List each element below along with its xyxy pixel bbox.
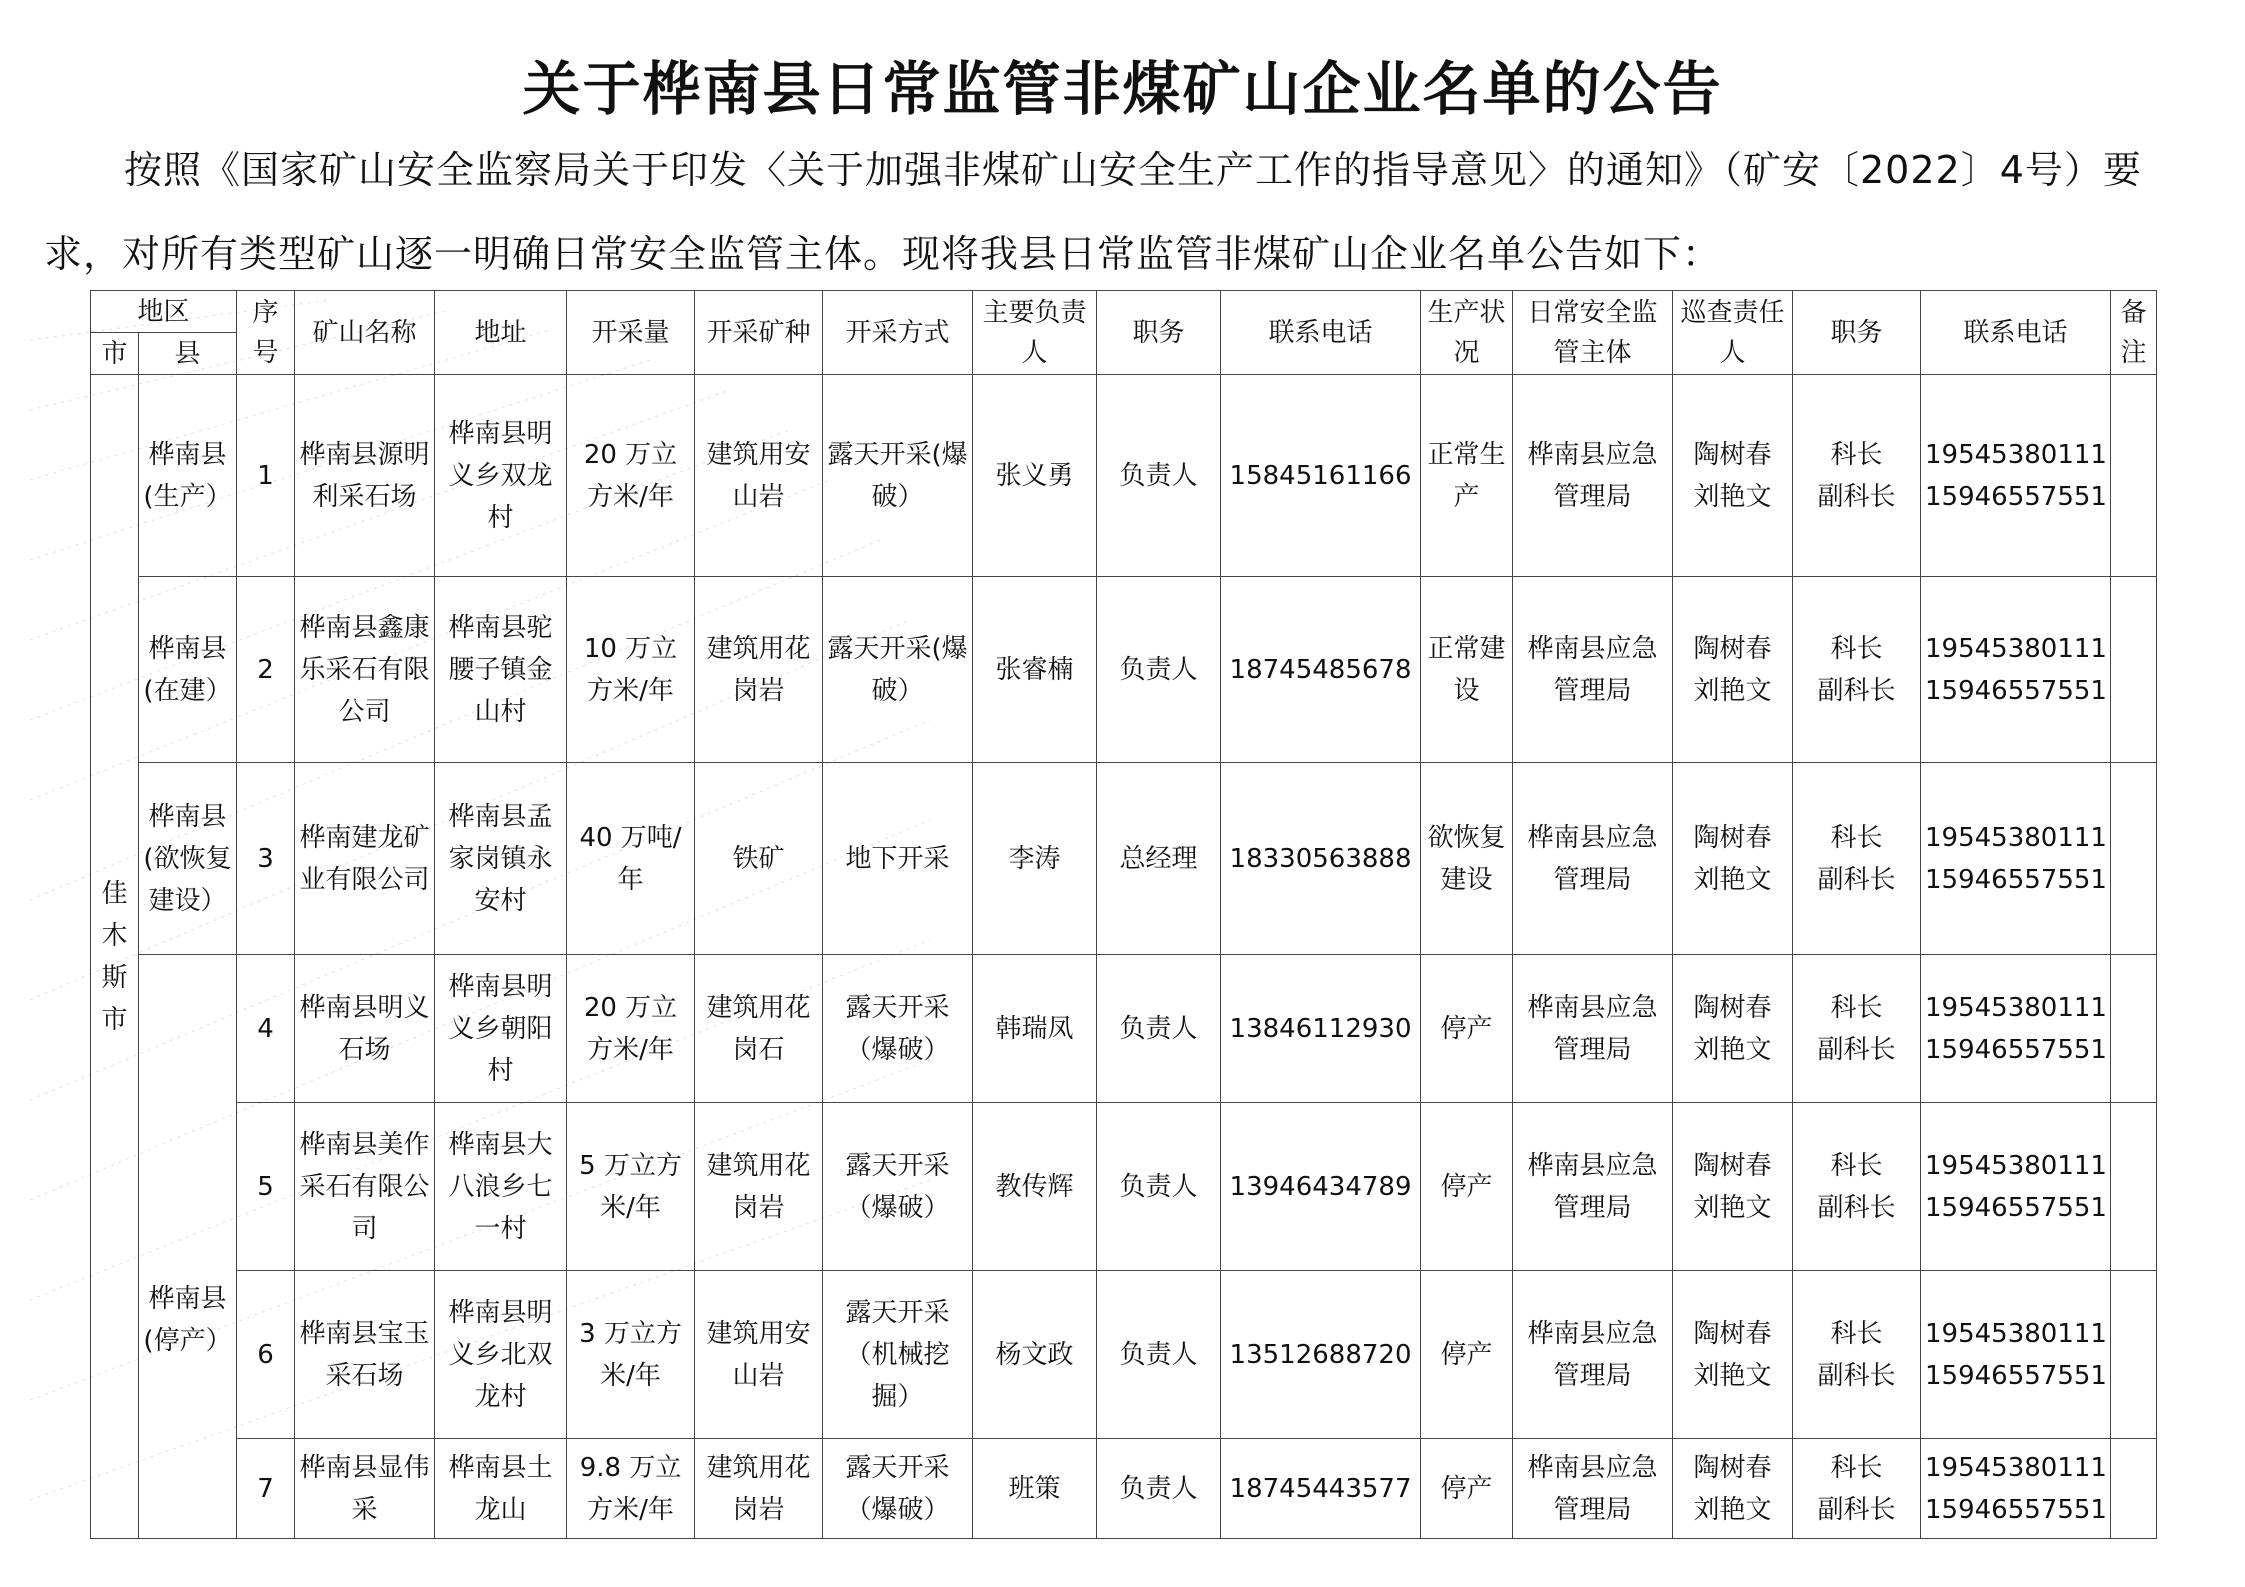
- status-cell: 正常生产: [1421, 375, 1513, 577]
- address-cell: 桦南县明义乡北双龙村: [435, 1271, 567, 1439]
- inspector-cell: 陶树春 刘艳文: [1673, 955, 1793, 1103]
- principal-cell: 李涛: [973, 763, 1097, 955]
- output-cell: 20 万立方米/年: [567, 955, 695, 1103]
- inspector-position-cell: 科长 副科长: [1793, 375, 1921, 577]
- inspector-phone-cell: 19545380111 15946557551: [1921, 955, 2111, 1103]
- supervisor-cell: 桦南县应急管理局: [1513, 1103, 1673, 1271]
- status-cell: 停产: [1421, 1439, 1513, 1539]
- seq-cell: 5: [237, 1103, 295, 1271]
- phone-cell: 18745485678: [1221, 577, 1421, 763]
- header-principal: 主要负责人: [973, 291, 1097, 375]
- output-cell: 10 万立方米/年: [567, 577, 695, 763]
- table-row: [91, 1271, 2157, 1439]
- method-cell: 露天开采（爆破）: [823, 1103, 973, 1271]
- address-cell: 桦南县孟家岗镇永安村: [435, 763, 567, 955]
- supervisor-cell: 桦南县应急管理局: [1513, 763, 1673, 955]
- header-output: 开采量: [567, 291, 695, 375]
- intro-text: 按照《国家矿山安全监察局关于印发〈关于加强非煤矿山安全生产工作的指导意见〉的通知》（矿安〔2022〕4号）要求，对所有类型矿山逐一明确日常安全监管主体。现将我县日常监管非煤矿山企业名单公告如下：: [44, 148, 2142, 276]
- intro-paragraph: [44, 128, 2214, 296]
- inspector-cell: 陶树春 刘艳文: [1673, 577, 1793, 763]
- method-cell: 露天开采（爆破）: [823, 1439, 973, 1539]
- status-cell: 停产: [1421, 1271, 1513, 1439]
- remark-cell: [2111, 375, 2157, 577]
- mine-name-cell: 桦南县显伟采: [295, 1439, 435, 1539]
- county-cell: 桦南县(停产）: [139, 1103, 237, 1539]
- position-cell: 负责人: [1097, 1103, 1221, 1271]
- inspector-position-cell: 科长 副科长: [1793, 763, 1921, 955]
- header-region: 地区: [91, 291, 237, 333]
- inspector-phone-cell: 19545380111 15946557551: [1921, 763, 2111, 955]
- header-status: 生产状况: [1421, 291, 1513, 375]
- remark-cell: [2111, 577, 2157, 763]
- inspector-phone-cell: 19545380111 15946557551: [1921, 1103, 2111, 1271]
- city-cell: 佳木斯市: [91, 375, 139, 1539]
- mine-name-cell: 桦南县明义石场: [295, 955, 435, 1103]
- remark-cell: [2111, 1271, 2157, 1439]
- status-cell: 停产: [1421, 955, 1513, 1103]
- mineral-cell: 建筑用花岗岩: [695, 577, 823, 763]
- seq-cell: 1: [237, 375, 295, 577]
- mine-name-cell: 桦南县美作采石有限公司: [295, 1103, 435, 1271]
- mine-name-cell: 桦南建龙矿业有限公司: [295, 763, 435, 955]
- supervisor-cell: 桦南县应急管理局: [1513, 1439, 1673, 1539]
- mineral-cell: 建筑用安山岩: [695, 375, 823, 577]
- supervisor-cell: 桦南县应急管理局: [1513, 375, 1673, 577]
- principal-cell: 班策: [973, 1439, 1097, 1539]
- position-cell: 负责人: [1097, 1271, 1221, 1439]
- mineral-cell: 建筑用花岗岩: [695, 1439, 823, 1539]
- output-cell: 40 万吨/年: [567, 763, 695, 955]
- seq-cell: 6: [237, 1271, 295, 1439]
- header-county: 县: [139, 333, 237, 375]
- method-cell: 露天开采（爆破）: [823, 955, 973, 1103]
- phone-cell: 13512688720: [1221, 1271, 1421, 1439]
- address-cell: 桦南县土龙山: [435, 1439, 567, 1539]
- principal-cell: 张睿楠: [973, 577, 1097, 763]
- principal-cell: 教传辉: [973, 1103, 1097, 1271]
- table-row: [91, 375, 2157, 577]
- header-mineral: 开采矿种: [695, 291, 823, 375]
- mine-name-cell: 桦南县源明利采石场: [295, 375, 435, 577]
- principal-cell: 韩瑞凤: [973, 955, 1097, 1103]
- principal-cell: 张义勇: [973, 375, 1097, 577]
- header-inspector-position: 职务: [1793, 291, 1921, 375]
- inspector-position-cell: 科长 副科长: [1793, 1439, 1921, 1539]
- supervisor-cell: 桦南县应急管理局: [1513, 955, 1673, 1103]
- inspector-cell: 陶树春 刘艳文: [1673, 375, 1793, 577]
- mineral-cell: 铁矿: [695, 763, 823, 955]
- table-row: [91, 577, 2157, 763]
- inspector-phone-cell: 19545380111 15946557551: [1921, 577, 2111, 763]
- status-cell: 正常建设: [1421, 577, 1513, 763]
- mineral-cell: 建筑用花岗岩: [695, 1103, 823, 1271]
- position-cell: 负责人: [1097, 577, 1221, 763]
- phone-cell: 18330563888: [1221, 763, 1421, 955]
- inspector-position-cell: 科长 副科长: [1793, 955, 1921, 1103]
- mine-list-table: [90, 290, 2157, 1539]
- phone-cell: 13946434789: [1221, 1103, 1421, 1271]
- position-cell: 负责人: [1097, 1439, 1221, 1539]
- principal-cell: 杨文政: [973, 1271, 1097, 1439]
- inspector-cell: 陶树春 刘艳文: [1673, 1103, 1793, 1271]
- document-title: 关于桦南县日常监管非煤矿山企业名单的公告: [522, 55, 1723, 123]
- county-cell-blank: [139, 955, 237, 1103]
- header-seq: 序号: [237, 291, 295, 375]
- remark-cell: [2111, 1439, 2157, 1539]
- remark-cell: [2111, 1103, 2157, 1271]
- county-cell: 桦南县(在建）: [139, 577, 237, 763]
- remark-cell: [2111, 955, 2157, 1103]
- inspector-cell: 陶树春 刘艳文: [1673, 1439, 1793, 1539]
- method-cell: 露天开采(爆破）: [823, 577, 973, 763]
- inspector-phone-cell: 19545380111 15946557551: [1921, 1439, 2111, 1539]
- mineral-cell: 建筑用花岗石: [695, 955, 823, 1103]
- header-phone: 联系电话: [1221, 291, 1421, 375]
- address-cell: 桦南县明义乡朝阳村: [435, 955, 567, 1103]
- header-mine-name: 矿山名称: [295, 291, 435, 375]
- inspector-phone-cell: 19545380111 15946557551: [1921, 375, 2111, 577]
- supervisor-cell: 桦南县应急管理局: [1513, 577, 1673, 763]
- position-cell: 负责人: [1097, 955, 1221, 1103]
- method-cell: 露天开采(爆破）: [823, 375, 973, 577]
- seq-cell: 4: [237, 955, 295, 1103]
- address-cell: 桦南县大八浪乡七一村: [435, 1103, 567, 1271]
- county-cell: 桦南县(生产）: [139, 375, 237, 577]
- inspector-position-cell: 科长 副科长: [1793, 1271, 1921, 1439]
- status-cell: 停产: [1421, 1103, 1513, 1271]
- header-method: 开采方式: [823, 291, 973, 375]
- inspector-cell: 陶树春 刘艳文: [1673, 1271, 1793, 1439]
- table-row: [91, 1439, 2157, 1539]
- inspector-position-cell: 科长 副科长: [1793, 1103, 1921, 1271]
- header-inspector: 巡查责任人: [1673, 291, 1793, 375]
- mine-name-cell: 桦南县鑫康乐采石有限公司: [295, 577, 435, 763]
- county-cell: 桦南县(欲恢复建设）: [139, 763, 237, 955]
- output-cell: 20 万立方米/年: [567, 375, 695, 577]
- seq-cell: 3: [237, 763, 295, 955]
- header-address: 地址: [435, 291, 567, 375]
- method-cell: 地下开采: [823, 763, 973, 955]
- inspector-position-cell: 科长 副科长: [1793, 577, 1921, 763]
- output-cell: 3 万立方米/年: [567, 1271, 695, 1439]
- supervisor-cell: 桦南县应急管理局: [1513, 1271, 1673, 1439]
- header-city: 市: [91, 333, 139, 375]
- remark-cell: [2111, 763, 2157, 955]
- header-position: 职务: [1097, 291, 1221, 375]
- status-cell: 欲恢复建设: [1421, 763, 1513, 955]
- seq-cell: 2: [237, 577, 295, 763]
- phone-cell: 13846112930: [1221, 955, 1421, 1103]
- phone-cell: 15845161166: [1221, 375, 1421, 577]
- header-supervisor: 日常安全监管主体: [1513, 291, 1673, 375]
- header-remarks: 备注: [2111, 291, 2157, 375]
- position-cell: 负责人: [1097, 375, 1221, 577]
- table-row: [91, 955, 2157, 1103]
- inspector-cell: 陶树春 刘艳文: [1673, 763, 1793, 955]
- table-row: [91, 1103, 2157, 1271]
- table-row: [91, 763, 2157, 955]
- method-cell: 露天开采（机械挖掘）: [823, 1271, 973, 1439]
- output-cell: 5 万立方米/年: [567, 1103, 695, 1271]
- seq-cell: 7: [237, 1439, 295, 1539]
- output-cell: 9.8 万立方米/年: [567, 1439, 695, 1539]
- header-inspector-phone: 联系电话: [1921, 291, 2111, 375]
- address-cell: 桦南县明义乡双龙村: [435, 375, 567, 577]
- inspector-phone-cell: 19545380111 15946557551: [1921, 1271, 2111, 1439]
- phone-cell: 18745443577: [1221, 1439, 1421, 1539]
- mineral-cell: 建筑用安山岩: [695, 1271, 823, 1439]
- position-cell: 总经理: [1097, 763, 1221, 955]
- address-cell: 桦南县驼腰子镇金山村: [435, 577, 567, 763]
- mine-name-cell: 桦南县宝玉采石场: [295, 1271, 435, 1439]
